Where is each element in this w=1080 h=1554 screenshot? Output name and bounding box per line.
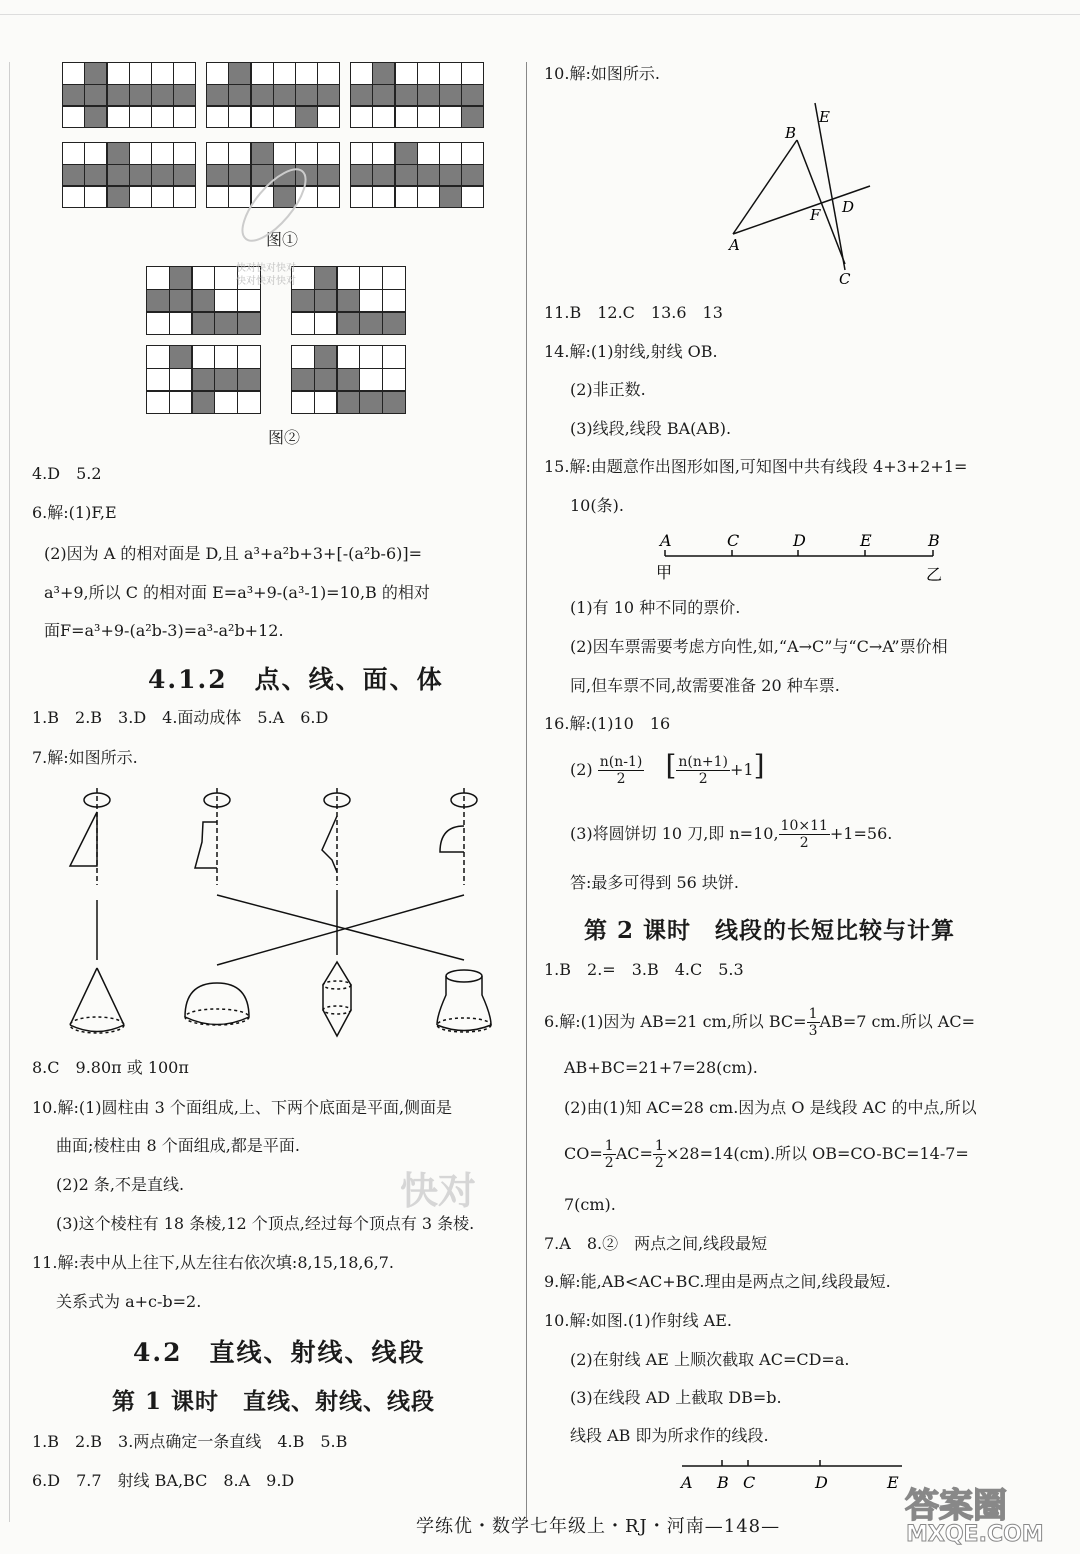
- corner-watermark-url: MXQE.COM: [906, 1522, 1044, 1547]
- fraction: [598, 754, 645, 787]
- grid-cell-shaded: [373, 63, 394, 84]
- answer-line: AB+BC=21+7=28(cm).: [564, 1058, 758, 1077]
- fraction-num: n(n-1): [599, 754, 643, 770]
- grid-cell-shaded: [315, 369, 337, 391]
- ray-point-label: B: [717, 1473, 729, 1492]
- answer-line: 8.C 9.80π 或 100π: [32, 1058, 189, 1077]
- grid-cell-shaded: [396, 165, 417, 186]
- grid-cell-shaded: [63, 165, 84, 186]
- net-grid: [350, 142, 484, 208]
- answer-line: 4.D 5.2: [32, 464, 102, 483]
- grid-cell: [383, 267, 405, 289]
- segment-point-label: C: [727, 531, 740, 550]
- text-fragment: CO=: [564, 1144, 603, 1163]
- grid-cell-shaded: [315, 346, 337, 368]
- fraction: [807, 1006, 820, 1039]
- figure-1-caption: 图①: [266, 230, 299, 249]
- grid-cell: [360, 346, 382, 368]
- grid-cell-shaded: [108, 165, 129, 186]
- grid-cell-shaded: [351, 85, 372, 106]
- net-grid: [62, 62, 196, 128]
- net-grid: [291, 345, 406, 414]
- grid-cell-shaded: [108, 143, 129, 164]
- grid-cell: [215, 290, 237, 312]
- text-fragment: +1: [730, 760, 754, 779]
- grid-cell-shaded: [147, 290, 169, 312]
- grid-cell: [238, 290, 260, 312]
- grid-cell: [338, 346, 360, 368]
- fraction-num: 1: [604, 1138, 614, 1154]
- grid-cell: [373, 107, 394, 128]
- grid-cell: [215, 346, 237, 368]
- grid-cell: [418, 143, 439, 164]
- grid-cell-shaded: [152, 85, 173, 106]
- grid-cell: [174, 143, 195, 164]
- text-fragment: (2): [570, 760, 593, 779]
- grid-cell-shaded: [215, 369, 237, 391]
- answer-line: 1.B 2.= 3.B 4.C 5.3: [544, 960, 744, 979]
- grid-cell: [274, 63, 295, 84]
- grid-cell-shaded: [418, 85, 439, 106]
- grid-cell: [252, 63, 273, 84]
- grid-cell: [418, 107, 439, 128]
- text-fragment: (3)将圆饼切 10 刀,即 n=10,: [570, 824, 779, 843]
- grid-cell: [85, 187, 106, 208]
- grid-cell-shaded: [462, 85, 483, 106]
- grid-cell: [351, 63, 372, 84]
- grid-cell-shaded: [215, 313, 237, 335]
- net-grid: [146, 345, 261, 414]
- grid-cell: [383, 346, 405, 368]
- grid-cell: [383, 290, 405, 312]
- fraction-den: 2: [654, 1155, 664, 1171]
- net-grid: [206, 62, 340, 128]
- grid-cell: [130, 143, 151, 164]
- fraction: [653, 1138, 666, 1171]
- answer-line: (2)非正数.: [570, 380, 646, 399]
- grid-cell-shaded: [193, 369, 215, 391]
- grid-cell: [351, 107, 372, 128]
- top-border-line: [0, 14, 1080, 15]
- geometry-figure-abcdef: [715, 98, 885, 293]
- formula-line-16-2: [570, 749, 765, 787]
- grid-cell: [193, 267, 215, 289]
- grid-cell: [215, 267, 237, 289]
- grid-cell: [360, 290, 382, 312]
- ray-figure-abcde: [670, 1456, 910, 1496]
- answer-line: (2)在射线 AE 上顺次截取 AC=CD=a.: [570, 1350, 850, 1369]
- ray-point-label: E: [887, 1473, 899, 1492]
- answer-line: 曲面;棱柱由 8 个面组成,都是平面.: [56, 1136, 300, 1155]
- grid-cell-shaded: [170, 267, 192, 289]
- answer-line: (2)因车票需要考虑方向性,如,“A→C”与“C→A”票价相: [570, 637, 948, 656]
- fraction-den: 3: [808, 1023, 818, 1039]
- answer-line: 14.解:(1)射线,射线 OB.: [544, 342, 718, 361]
- fraction-den: 2: [604, 1155, 614, 1171]
- section-heading-4-1-2: 4.1.2 点、线、面、体: [148, 665, 444, 694]
- answer-line: 7.解:如图所示.: [32, 748, 138, 767]
- ray-point-label: C: [743, 1473, 756, 1492]
- point-label-c: C: [839, 270, 851, 288]
- grid-cell: [318, 107, 339, 128]
- fraction-den: 2: [616, 771, 626, 787]
- answer-line: 15.解:由题意作出图形如图,可知图中共有线段 4+3+2+1=: [544, 457, 968, 476]
- grid-cell-shaded: [193, 290, 215, 312]
- answer-line: 6.D 7.7 射线 BA,BC 8.A 9.D: [32, 1471, 295, 1490]
- grid-cell: [174, 187, 195, 208]
- grid-cell: [152, 187, 173, 208]
- net-grid: [291, 266, 406, 335]
- grid-cell-shaded: [440, 165, 461, 186]
- grid-cell: [215, 392, 237, 414]
- fraction-num: 1: [654, 1138, 664, 1154]
- grid-cell-shaded: [174, 165, 195, 186]
- grid-cell-shaded: [130, 165, 151, 186]
- grid-cell: [170, 369, 192, 391]
- grid-cell: [315, 392, 337, 414]
- grid-cell-shaded: [85, 85, 106, 106]
- grid-cell: [360, 267, 382, 289]
- corner-watermark-logo: 答案圈: [905, 1486, 1007, 1526]
- grid-cell: [147, 346, 169, 368]
- grid-cell: [462, 63, 483, 84]
- segment-point-label: E: [860, 531, 872, 550]
- grid-cell-shaded: [351, 165, 372, 186]
- lesson-heading-2: 第 2 课时 线段的长短比较与计算: [584, 917, 956, 944]
- grid-cell-shaded: [193, 313, 215, 335]
- grid-cell: [63, 187, 84, 208]
- answer-line: 同,但车票不同,故需要准备 20 种车票.: [570, 676, 840, 695]
- point-label-f: F: [810, 206, 821, 224]
- grid-cell-shaded: [396, 85, 417, 106]
- grid-cell-shaded: [170, 346, 192, 368]
- segment-figure-acdeb: [650, 528, 950, 584]
- answer-line: 10(条).: [570, 496, 624, 515]
- text-fragment: AB=7 cm.所以 AC=: [819, 1012, 976, 1031]
- segment-point-label: B: [928, 531, 940, 550]
- grid-cell: [174, 63, 195, 84]
- answer-line: a³+9,所以 C 的相对面 E=a³+9-(a³-1)=10,B 的相对: [44, 583, 430, 602]
- grid-cell-shaded: [296, 107, 317, 128]
- grid-cell-shaded: [85, 165, 106, 186]
- answer-line: 面F=a³+9-(a²b-3)=a³-a²b+12.: [44, 621, 284, 640]
- grid-cell-shaded: [373, 85, 394, 106]
- grid-cell-shaded: [315, 290, 337, 312]
- grid-cell-shaded: [296, 85, 317, 106]
- grid-cell: [296, 63, 317, 84]
- left-margin-rule: [9, 62, 10, 1522]
- grid-cell: [440, 107, 461, 128]
- grid-cell: [108, 63, 129, 84]
- grid-cell: [360, 369, 382, 391]
- grid-cell: [85, 143, 106, 164]
- grid-cell: [63, 143, 84, 164]
- grid-cell: [130, 63, 151, 84]
- watermark-stamp-icon: [224, 160, 324, 260]
- figure-2-caption: 图②: [268, 428, 301, 447]
- grid-cell-shaded: [174, 85, 195, 106]
- grid-cell-shaded: [440, 85, 461, 106]
- answer-line: 10.解:如图所示.: [544, 64, 660, 83]
- grid-cell: [193, 346, 215, 368]
- grid-cell-shaded: [238, 313, 260, 335]
- grid-cell-shaded: [108, 85, 129, 106]
- text-fragment: AC=: [615, 1144, 653, 1163]
- lesson-heading-1: 第 1 课时 直线、射线、线段: [112, 1388, 436, 1415]
- answer-line: 16.解:(1)10 16: [544, 714, 671, 733]
- text-fragment: ×28=14(cm).所以 OB=CO-BC=14-7=: [665, 1144, 969, 1163]
- grid-cell-shaded: [63, 85, 84, 106]
- point-label-b: B: [785, 124, 797, 142]
- grid-cell: [292, 392, 314, 414]
- grid-cell-shaded: [383, 392, 405, 414]
- grid-cell: [147, 369, 169, 391]
- fraction-num: n(n+1): [678, 754, 729, 770]
- point-label-d: D: [842, 198, 855, 216]
- formula-line-16-3: [570, 818, 892, 851]
- grid-cell-shaded: [338, 392, 360, 414]
- grid-cell-shaded: [85, 63, 106, 84]
- net-grid: [350, 62, 484, 128]
- grid-cell: [396, 107, 417, 128]
- grid-cell: [152, 107, 173, 128]
- grid-cell: [207, 63, 228, 84]
- bracket-open: [: [665, 749, 677, 782]
- text-fragment: +1=56.: [829, 824, 893, 843]
- grid-cell-shaded: [274, 85, 295, 106]
- watermark-stamp-text: 快对快对快对: [236, 263, 296, 274]
- grid-cell: [351, 187, 372, 208]
- segment-point-label: A: [660, 531, 672, 550]
- formula-line-6-1: [544, 1006, 975, 1039]
- grid-cell-shaded: [360, 313, 382, 335]
- grid-cell: [462, 187, 483, 208]
- answer-line: 11.B 12.C 13.6 13: [544, 303, 723, 322]
- grid-cell: [174, 107, 195, 128]
- fraction: [603, 1138, 616, 1171]
- grid-cell: [238, 392, 260, 414]
- grid-cell: [147, 392, 169, 414]
- grid-cell: [462, 143, 483, 164]
- grid-cell: [396, 187, 417, 208]
- grid-cell: [170, 392, 192, 414]
- answer-line: 线段 AB 即为所求作的线段.: [570, 1426, 769, 1445]
- grid-cell: [130, 187, 151, 208]
- grid-cell-shaded: [85, 107, 106, 128]
- point-label-e: E: [819, 108, 830, 126]
- grid-cell: [152, 63, 173, 84]
- answer-line: (2)由(1)知 AC=28 cm.因为点 O 是线段 AC 的中点,所以: [564, 1098, 977, 1117]
- fraction-den: 2: [698, 771, 708, 787]
- answer-line: 10.解:(1)圆柱由 3 个面组成,上、下两个底面是平面,侧面是: [32, 1098, 453, 1117]
- grid-cell-shaded: [207, 85, 228, 106]
- formula-line-6-2: [564, 1138, 969, 1171]
- grid-cell-shaded: [418, 165, 439, 186]
- grid-cell: [440, 63, 461, 84]
- column-divider: [526, 62, 527, 1522]
- ray-point-label: A: [681, 1473, 693, 1492]
- answer-line: 11.解:表中从上往下,从左往右依次填:8,15,18,6,7.: [32, 1253, 395, 1272]
- grid-cell: [152, 143, 173, 164]
- grid-cell: [396, 63, 417, 84]
- grid-cell: [63, 63, 84, 84]
- grid-cell: [318, 63, 339, 84]
- watermark-stamp-text-2: 快对快对快对: [236, 276, 296, 287]
- watermark-big: 快对: [400, 1169, 477, 1213]
- answer-line: 答:最多可得到 56 块饼.: [570, 873, 740, 892]
- grid-cell: [63, 107, 84, 128]
- answer-line: 1.B 2.B 3.D 4.面动成体 5.A 6.D: [32, 708, 329, 727]
- answer-line: 1.B 2.B 3.两点确定一条直线 4.B 5.B: [32, 1432, 348, 1451]
- grid-cell: [440, 143, 461, 164]
- grid-cell-shaded: [229, 63, 250, 84]
- answer-line: 10.解:如图.(1)作射线 AE.: [544, 1311, 732, 1330]
- grid-cell: [207, 107, 228, 128]
- grid-cell: [252, 107, 273, 128]
- answer-line: 7(cm).: [564, 1195, 616, 1214]
- fraction: [676, 754, 730, 787]
- grid-cell-shaded: [292, 290, 314, 312]
- label-yi: 乙: [926, 565, 943, 584]
- fraction-num: 1: [808, 1006, 818, 1022]
- grid-cell: [274, 107, 295, 128]
- rotation-solids-figure: [40, 780, 520, 1040]
- grid-cell-shaded: [338, 313, 360, 335]
- grid-cell: [373, 143, 394, 164]
- grid-cell-shaded: [338, 369, 360, 391]
- grid-cell-shaded: [152, 165, 173, 186]
- grid-cell-shaded: [170, 290, 192, 312]
- fraction-num: 10×11: [780, 818, 828, 834]
- point-label-a: A: [729, 236, 740, 254]
- answer-line: (3)这个棱柱有 18 条棱,12 个顶点,经过每个顶点有 3 条棱.: [56, 1214, 475, 1233]
- answer-line: (3)在线段 AD 上截取 DB=b.: [570, 1388, 782, 1407]
- answer-line: (2)因为 A 的相对面是 D,且 a³+a²b+3+[-(a²b-6)]=: [44, 544, 423, 563]
- grid-cell: [418, 63, 439, 84]
- grid-cell-shaded: [292, 369, 314, 391]
- segment-point-label: D: [793, 531, 806, 550]
- grid-cell-shaded: [462, 107, 483, 128]
- grid-cell-shaded: [360, 392, 382, 414]
- grid-cell-shaded: [440, 187, 461, 208]
- grid-cell: [351, 143, 372, 164]
- grid-cell: [418, 187, 439, 208]
- grid-cell-shaded: [338, 290, 360, 312]
- grid-cell-shaded: [108, 187, 129, 208]
- net-grid: [62, 142, 196, 208]
- grid-cell: [338, 267, 360, 289]
- page-footer: 学练优・数学七年级上・RJ・河南—148—: [416, 1516, 781, 1537]
- fraction: [779, 818, 830, 851]
- fraction-den: 2: [799, 835, 809, 851]
- grid-cell: [229, 107, 250, 128]
- ray-point-label: D: [815, 1473, 828, 1492]
- bracket-close: ]: [753, 749, 765, 782]
- answer-line: 6.解:(1)F,E: [32, 503, 117, 522]
- grid-cell-shaded: [229, 85, 250, 106]
- grid-cell: [170, 313, 192, 335]
- text-fragment: 6.解:(1)因为 AB=21 cm,所以 BC=: [544, 1012, 807, 1031]
- grid-cell: [292, 313, 314, 335]
- grid-cell: [147, 267, 169, 289]
- grid-cell-shaded: [462, 165, 483, 186]
- grid-cell: [147, 313, 169, 335]
- grid-cell-shaded: [252, 85, 273, 106]
- grid-cell-shaded: [318, 85, 339, 106]
- answer-line: 关系式为 a+c-b=2.: [56, 1292, 202, 1311]
- answer-line: (2)2 条,不是直线.: [56, 1175, 185, 1194]
- grid-cell: [130, 107, 151, 128]
- grid-cell: [373, 187, 394, 208]
- grid-cell: [292, 346, 314, 368]
- grid-cell-shaded: [396, 143, 417, 164]
- grid-cell: [383, 369, 405, 391]
- grid-cell: [315, 313, 337, 335]
- grid-cell-shaded: [238, 369, 260, 391]
- grid-cell: [108, 107, 129, 128]
- grid-cell: [238, 346, 260, 368]
- grid-cell-shaded: [373, 165, 394, 186]
- grid-cell-shaded: [193, 392, 215, 414]
- label-jia: 甲: [656, 563, 673, 582]
- grid-cell-shaded: [315, 267, 337, 289]
- grid-cell-shaded: [130, 85, 151, 106]
- section-heading-4-2: 4.2 直线、射线、线段: [133, 1338, 426, 1367]
- answer-line: (3)线段,线段 BA(AB).: [570, 419, 732, 438]
- answer-line: 9.解:能,AB<AC+BC.理由是两点之间,线段最短.: [544, 1272, 891, 1291]
- grid-cell-shaded: [383, 313, 405, 335]
- answer-line: (1)有 10 种不同的票价.: [570, 598, 741, 617]
- answer-line: 7.A 8.② 两点之间,线段最短: [544, 1234, 768, 1253]
